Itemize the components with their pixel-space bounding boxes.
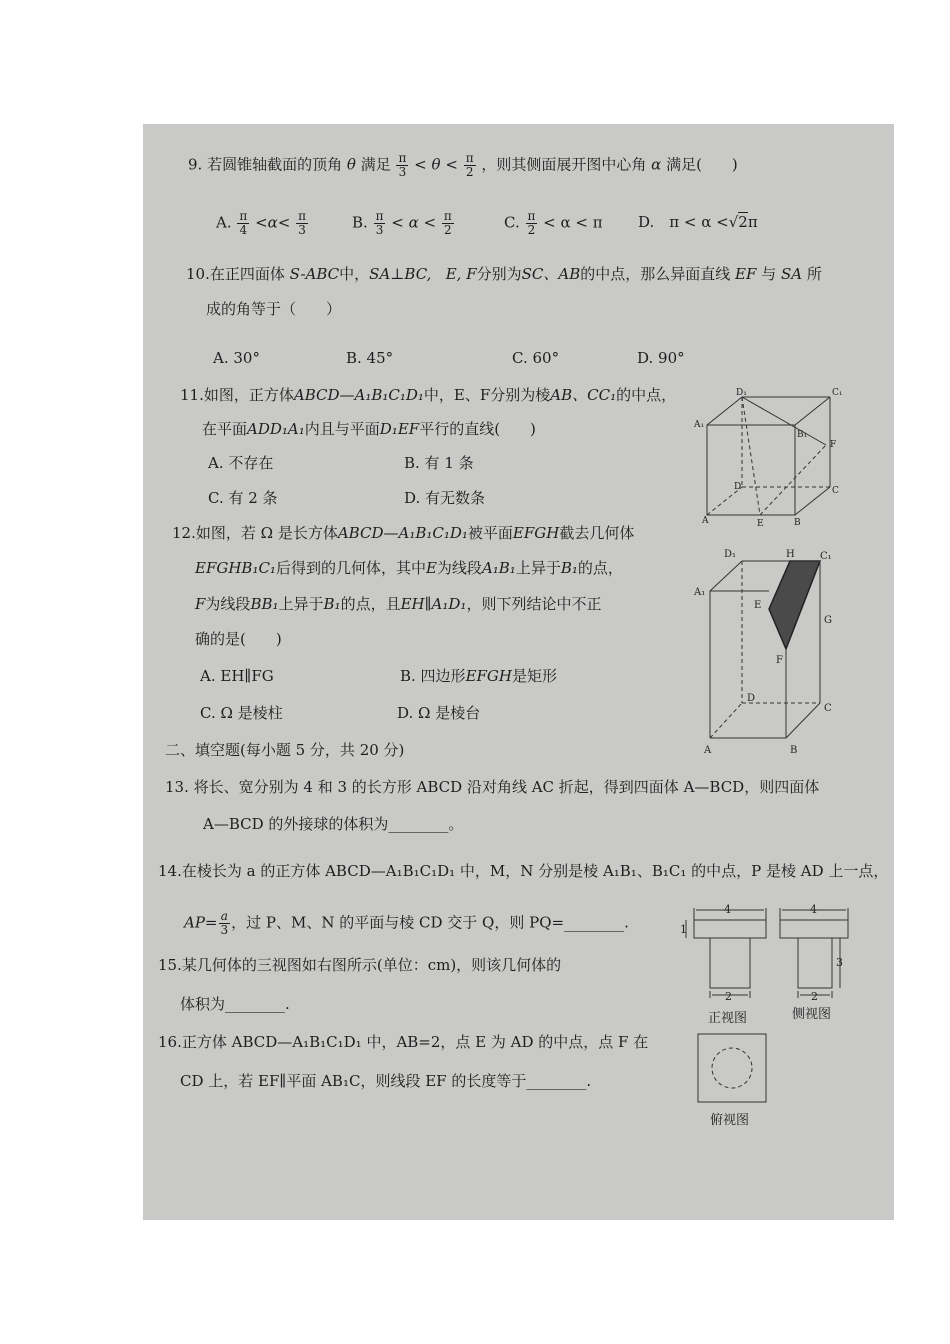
label-E: E (757, 519, 764, 529)
side-height-3: 3 (836, 956, 843, 969)
label-C1: C₁ (820, 551, 832, 562)
three-views-figure (670, 898, 870, 1138)
q14-frac-a-3: $\frac{a}{3}$ (220, 909, 229, 937)
q9-theta: θ (346, 155, 356, 174)
label-D1: D₁ (724, 549, 737, 560)
q12-option-c: C. Ω 是棱柱 (200, 704, 283, 722)
question-16-line-1: 16.正方体 ABCD—A₁B₁C₁D₁ 中，AB=2，点 E 为 AD 的中点，点 F 在 (158, 1033, 649, 1051)
q10-option-c: C. 60° (512, 349, 560, 367)
question-9-stem: 9. 若圆锥轴截面的顶角 θ 满足 $\frac{\pi}{3}$ < θ < $\frac{\pi}{2}$ ，则其侧面展开图中心角 α 满足( ) (188, 151, 738, 179)
question-12-line-4: 确的是( ) (195, 630, 282, 648)
label-D: D (747, 693, 756, 704)
q13-answer-blank[interactable]: ________ (388, 815, 449, 833)
q11-option-c: C. 有 2 条 (208, 489, 278, 507)
label-F: F (776, 655, 783, 666)
label-A: A (704, 745, 712, 756)
label-B: B (794, 518, 801, 528)
label-C1: C₁ (832, 388, 843, 398)
q9-option-a: A. $\frac{\pi}{4}$ <α< $\frac{\pi}{3}$ (216, 209, 307, 237)
q15-answer-blank[interactable]: ________ (225, 995, 286, 1013)
side-view-label: 侧视图 (792, 1007, 832, 1022)
q10-option-d: D. 90° (637, 349, 685, 367)
label-H: H (786, 549, 795, 560)
front-view-label: 正视图 (708, 1011, 748, 1026)
q9-frac-pi-3: $\frac{\pi}{3}$ (398, 151, 407, 179)
q12-option-a: A. EH∥FG (200, 667, 274, 685)
question-15-line-2: 体积为________. (180, 995, 290, 1013)
q12-option-b: B. 四边形EFGH是矩形 (400, 667, 557, 685)
question-14-line-1: 14.在棱长为 a 的正方体 ABCD—A₁B₁C₁D₁ 中，M，N 分别是棱 A₁B₁、B₁C₁ 的中点，P 是棱 AD 上一点， (158, 862, 889, 880)
question-10-line-2: 成的角等于（ ） (206, 300, 342, 318)
question-12-line-3: F为线段BB₁上异于B₁的点，且EH∥A₁D₁，则下列结论中不正 (195, 595, 602, 613)
label-D: D (734, 482, 742, 492)
label-D1: D₁ (736, 388, 747, 398)
label-A1: A₁ (694, 587, 706, 598)
sqrt-sign: √ (728, 213, 739, 231)
question-11-line-2: 在平面ADD₁A₁内且与平面D₁EF平行的直线( ) (202, 420, 536, 438)
question-16-line-2: CD 上，若 EF∥平面 AB₁C，则线段 EF 的长度等于________. (180, 1072, 592, 1090)
question-10-stem: 10.在正四面体 S-ABC中，SA⊥BC, E, F分别为SC、AB的中点，那么异面直线 EF 与 SA 所 (186, 265, 822, 283)
q9-alpha: α (651, 155, 662, 174)
q11-option-b: B. 有 1 条 (404, 454, 474, 472)
q9-text-a: 9. 若圆锥轴截面的顶角 (188, 155, 343, 174)
section-2-heading: 二、填空题(每小题 5 分，共 20 分) (165, 741, 405, 759)
question-12-line-2: EFGHB₁C₁后得到的几何体，其中E为线段A₁B₁上异于B₁的点， (195, 559, 623, 577)
q9-option-c: C. $\frac{\pi}{2}$ < α < π (504, 209, 603, 237)
q11-option-d: D. 有无数条 (404, 489, 486, 507)
q9-option-b: B. $\frac{\pi}{3}$ < α < $\frac{\pi}{2}$ (352, 209, 452, 237)
q12-option-d: D. Ω 是棱台 (397, 704, 481, 722)
question-12-stem: 12.如图，若 Ω 是长方体ABCD—A₁B₁C₁D₁被平面EFGH截去几何体 (172, 524, 635, 542)
q14-answer-blank[interactable]: ________ (564, 913, 625, 932)
cuboid-figure-q12 (690, 543, 860, 763)
label-F: F (830, 440, 837, 450)
side-base-2: 2 (811, 990, 818, 1003)
q9-option-d: D. π < α <√2π (638, 213, 758, 231)
label-E: E (754, 600, 762, 611)
question-13-line-1: 13. 将长、宽分别为 4 和 3 的长方形 ABCD 沿对角线 AC 折起，得到四面体 A—BCD，则四面体 (165, 778, 820, 796)
q11-option-a: A. 不存在 (208, 454, 274, 472)
label-C: C (832, 486, 839, 496)
label-B1: B₁ (797, 430, 808, 440)
question-15-line-1: 15.某几何体的三视图如右图所示(单位：cm)，则该几何体的 (158, 956, 562, 974)
q10-option-a: A. 30° (213, 349, 260, 367)
top-view-label: 俯视图 (710, 1113, 750, 1128)
label-C: C (824, 703, 832, 714)
q9-frac-pi-2: $\frac{\pi}{2}$ (465, 151, 474, 179)
side-width-4: 4 (810, 903, 817, 916)
label-B: B (790, 745, 798, 756)
label-A1: A₁ (694, 420, 705, 430)
label-G: G (824, 615, 832, 626)
q9-text-d: 满足( ) (666, 155, 738, 174)
cut-face-efgh (769, 561, 820, 649)
q16-answer-blank[interactable]: ________ (526, 1072, 587, 1090)
front-base-2: 2 (725, 990, 732, 1003)
front-height-1: 1 (680, 923, 687, 936)
cube-figure-q11 (690, 385, 850, 530)
question-11-stem: 11.如图，正方体ABCD—A₁B₁C₁D₁中，E、F分别为棱AB、CC₁的中点， (180, 386, 677, 404)
question-13-line-2: A—BCD 的外接球的体积为________。 (203, 815, 464, 833)
q10-option-b: B. 45° (346, 349, 394, 367)
q9-text-b: 满足 (360, 155, 391, 174)
front-width-4: 4 (724, 903, 731, 916)
label-A: A (702, 516, 709, 526)
q9-text-c: ，则其侧面展开图中心角 (481, 155, 647, 174)
question-14-line-2: AP= $\frac{a}{3}$ ，过 P、M、N 的平面与棱 CD 交于 Q，则 PQ=________. (184, 909, 629, 937)
